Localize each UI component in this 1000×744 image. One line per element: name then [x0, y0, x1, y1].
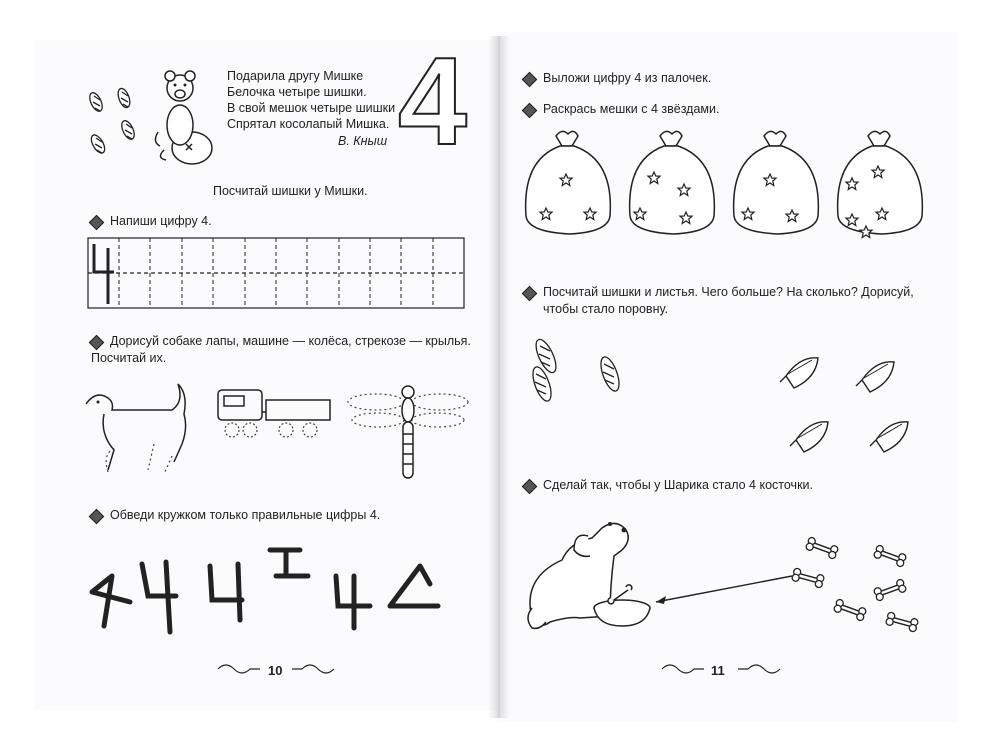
- task-draw-line-1: Дорисуй собаке лапы, машине — колёса, стрекозе — крылья.: [110, 334, 471, 348]
- count-cones-prompt: Посчитай шишки у Мишки.: [213, 184, 368, 198]
- star-bags-illustration: [522, 128, 912, 248]
- poem-line-3: В свой мешок четыре шишки: [227, 101, 396, 115]
- poem-line-4: Спрятал косолапый Мишка.: [227, 117, 390, 131]
- task-draw-line-2: Посчитай их.: [91, 351, 167, 365]
- book-spine: [488, 36, 510, 718]
- pine-cones-illustration: [84, 86, 144, 166]
- page-number-left: 10: [268, 663, 283, 678]
- poem-author: В. Кныш: [338, 134, 388, 148]
- leaves-illustration: [776, 336, 916, 446]
- task-color-bags: Раскрась мешки с 4 звёздами.: [543, 102, 720, 116]
- task-bones: Сделай так, чтобы у Шарика стало 4 косточки.: [543, 478, 813, 492]
- page-ornament-icon: [216, 660, 336, 678]
- cones-illustration: [522, 330, 642, 410]
- dog-outline-illustration: [84, 384, 204, 484]
- page-ornament-icon: [660, 660, 784, 678]
- bones-illustration: [786, 534, 926, 644]
- sitting-dog-illustration: [526, 508, 666, 638]
- task-count-line-2: чтобы стало поровну.: [543, 302, 668, 316]
- truck-outline-illustration: [214, 384, 334, 444]
- task-write-four: Напиши цифру 4.: [110, 214, 212, 228]
- poem-line-1: Подарила другу Мишке: [227, 69, 364, 83]
- poem-line-2: Белочка четыре шишки.: [227, 85, 367, 99]
- task-count-line-1: Посчитай шишки и листья. Чего больше? На сколько? Дорисуй,: [543, 285, 914, 299]
- big-digit-outline: 4: [398, 33, 467, 171]
- arrow-to-bowl: [646, 572, 796, 612]
- bear-illustration: [150, 70, 220, 170]
- stick-digit-fours: [90, 536, 470, 646]
- dragonfly-outline-illustration: [346, 384, 470, 484]
- page-number-right: 11: [711, 663, 725, 678]
- task-circle-fours: Обведи кружком только правильные цифры 4.: [110, 508, 381, 522]
- task-sticks: Выложи цифру 4 из палочек.: [543, 71, 712, 85]
- writing-grid: [88, 238, 466, 310]
